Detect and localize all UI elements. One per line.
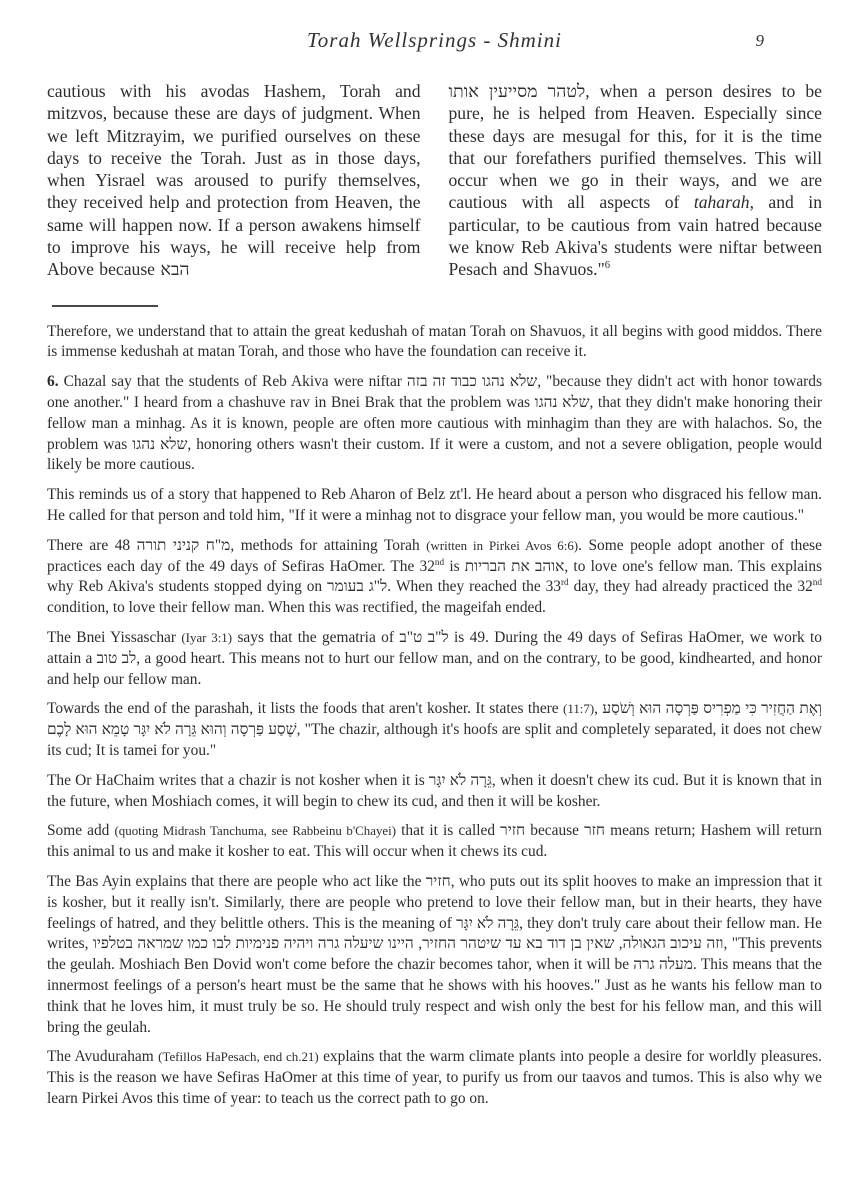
text-segment: מ"ח קניני תורה [136, 536, 231, 554]
text-segment: מעלה גרה [633, 956, 693, 974]
text-segment: nd [812, 577, 823, 588]
text-segment: Towards the end of the parashah, it lists the foods that aren't kosher. It states there [47, 700, 564, 718]
text-segment: , "The chazir, although it's hoofs are split and completely separated, it does not chew its cud; It is tamei for you." [47, 721, 822, 760]
text-segment: , when it doesn't chew its cud. But it is known that in the future, when Moshiach comes, it will begin to chew its cud, and then it will be kosher. [47, 771, 822, 810]
text-segment: is [444, 557, 465, 575]
text-segment: , honoring others wasn't their custom. If it were a custom, and not a severe obligation, people would likely be more cautious. [47, 435, 823, 474]
text-segment: The Avuduraham [47, 1048, 159, 1066]
text-segment: גֵּרָה לֹא יִגָּר [428, 771, 492, 789]
footnote-paragraph [47, 1047, 822, 1109]
main-text [47, 80, 822, 281]
text-segment: cautious with his avodas Hashem, Torah and mitzvos, because these are days of judgment. When we left Mitzrayim, we purified ourselves on these days to receive the Torah. Just as in those days, when Yisrael was aroused to purify themselves, they received help and protection from Heaven, the same will happen now. If a person awakens himself to improve his ways, he will receive help from Above because [47, 81, 421, 280]
text-segment: explains that the warm climate plants into people a desire for worldly pleasures. This is the reason we have Sefiras HaOmer at this time of year, to purify us from our taavos and tumos. This is also why we learn Pirkei Avos this time of year: to teach us the correct path to go on. [47, 1048, 822, 1107]
footnote-paragraph [47, 628, 822, 690]
text-segment: וְאֶת הַחֲזִיר כִּי מַפְרִיס פַּרְסָה הוּא וְשֹׁסַע שֶׁסַע פַּרְסָה וְהוּא גֵּרָה לֹא יִגָּר טָמֵא הוּא לָכֶם [47, 700, 822, 739]
text-segment: חזר [584, 822, 606, 840]
left-column-paragraph [47, 80, 421, 281]
text-segment: , when a person desires to be pure, he is helped from Heaven. Especially since these days are mesugal for this, for it is the time that our forefathers purified themselves. This will occur when we go in their ways, and we are cautious with all aspects of [448, 81, 822, 213]
text-segment: הבא [160, 259, 190, 280]
text-segment: , [594, 700, 603, 718]
footnote-paragraph [47, 485, 822, 527]
text-segment: גֵּרָה לֹא יִגָּר [456, 914, 520, 932]
footnote-paragraph [47, 536, 822, 619]
text-segment: לטהר מסייעין אותו [448, 81, 586, 101]
page-title: Torah Wellsprings - Shmini [307, 28, 562, 52]
page-number: 9 [755, 31, 764, 50]
text-segment: is 49. During the 49 days of Sefiras HaOmer, we work to attain a [47, 629, 822, 667]
text-segment: (Tefillos HaPesach, end ch.21) [158, 1049, 319, 1065]
text-segment: (written in Pirkei Avos 6:6) [426, 537, 579, 553]
text-segment: The Bnei Yissaschar [47, 629, 182, 647]
text-segment: means return; Hashem will return this animal to us and make it kosher to eat. This will occur when it chews its cud. [47, 822, 822, 861]
text-segment: Therefore, we understand that to attain the great kedushah of matan Torah on Shavuos, it all begins with good middos. There is immense kedushah at matan Torah, and those who have the foundation can receive it. [47, 322, 822, 361]
text-segment: חזיר [500, 822, 526, 840]
footnote-paragraph [47, 322, 822, 364]
text-segment: שלא נהגו כבוד זה בזה [406, 373, 538, 391]
text-segment: that it is called [396, 822, 501, 840]
text-segment: , and in particular, to be cautious from vain hatred because we know Reb Akiva's students were niftar between Pesach and Shavuos." [448, 192, 822, 280]
text-segment: שלא נהגו [132, 435, 188, 453]
text-segment: אוהב את הבריות [464, 557, 565, 575]
text-segment: condition, to love their fellow man. When this was rectified, the mageifah ended. [47, 599, 546, 617]
text-segment: (11:7) [563, 701, 595, 717]
footnote-paragraph [47, 372, 822, 476]
text-segment: , they don't truly care about their fellow man. He writes, [47, 914, 822, 953]
text-segment: ל"ב ט"ב [399, 629, 449, 647]
text-segment: rd [560, 577, 569, 588]
text-segment: , that they didn't make honoring their fellow man a minhag. As it is known, people are often more cautious with minhagim than they are with halachos. So, the problem was [47, 394, 822, 453]
text-segment: The Or HaChaim writes that a chazir is not kosher when it is [47, 771, 429, 789]
text-segment: 6 [604, 260, 611, 272]
footnote-paragraph [47, 821, 822, 863]
text-segment: . Some people adopt another of these practices each day of the 49 days of Sefiras HaOmer. The 32 [47, 536, 823, 575]
page-header [47, 28, 822, 58]
right-column-paragraph [449, 80, 823, 281]
text-segment: , to love one's fellow man. This explains why Reb Akiva's students stopped dying on [47, 557, 823, 596]
text-segment: וזה עיכוב הגאולה, שאין בן דוד בא עד שיטהר החזיר, היינו שיעלה גרה ויהיה פנימיות לבו כמו שמראה בטלפיו [92, 935, 724, 953]
text-segment: ל"ג בעומר [327, 578, 388, 596]
text-segment: says that the gematria of [232, 629, 400, 647]
text-segment: , methods for attaining Torah [230, 536, 427, 554]
text-segment: , "This prevents the geulah. Moshiach Ben Dovid won't come before the chazir becomes tahor, when it will be [47, 935, 823, 974]
text-segment: , "because they didn't act with honor towards one another." I heard from a chashuve rav in Bnei Brak that the problem was [47, 373, 822, 412]
text-segment: , who puts out its split hooves to make an impression that it is kosher, but it really isn't. Similarly, there are people who pretend to love their fellow man, but in their hearts, they have feelings of hatred, and they belittle others. This is the meaning of [47, 873, 822, 932]
text-segment: nd [434, 556, 445, 567]
text-segment: This reminds us of a story that happened to Reb Aharon of Belz zt'l. He heard about a person who disgraced his fellow man. He called for that person and told him, "If it were a minhag not to disgrace your fellow man, you would be more cautious." [47, 486, 822, 525]
footnote-paragraph [47, 699, 822, 761]
text-segment: There are 48 [47, 536, 137, 554]
text-segment: . When they reached the 33 [387, 578, 561, 596]
text-segment: day, they had already practiced the 32 [568, 578, 813, 596]
text-segment: 6. [47, 373, 59, 391]
text-segment: , a good heart. This means not to hurt our fellow man, and on the contrary, to be good, kindhearted, and honor and help our fellow man. [47, 649, 822, 688]
text-segment: The Bas Ayin explains that there are people who act like the [47, 873, 426, 890]
text-segment: Some add [47, 822, 115, 840]
footnote-divider [52, 305, 158, 307]
text-segment: חזיר [425, 873, 451, 890]
text-segment: . This means that the innermost feelings of a person's heart must be the same that he shows with his hooves." Just as he wants his fellow man to think that he loves him, it must truly be so. He should truly respect and wish only the best for his fellow man, and this will bring the geulah. [47, 956, 822, 1036]
text-segment: taharah [693, 192, 750, 213]
text-segment: שלא נהגו [534, 394, 590, 412]
text-segment: (quoting Midrash Tanchuma, see Rabbeinu b'Chayei) [114, 823, 397, 839]
footnotes-section [47, 322, 822, 1110]
text-segment: לב טוב [96, 649, 137, 667]
footnote-paragraph [47, 771, 822, 813]
footnote-paragraph [47, 872, 822, 1038]
text-segment: because [525, 822, 585, 840]
text-segment: (Iyar 3:1) [181, 630, 233, 646]
text-segment: Chazal say that the students of Reb Akiva were niftar [58, 373, 407, 391]
